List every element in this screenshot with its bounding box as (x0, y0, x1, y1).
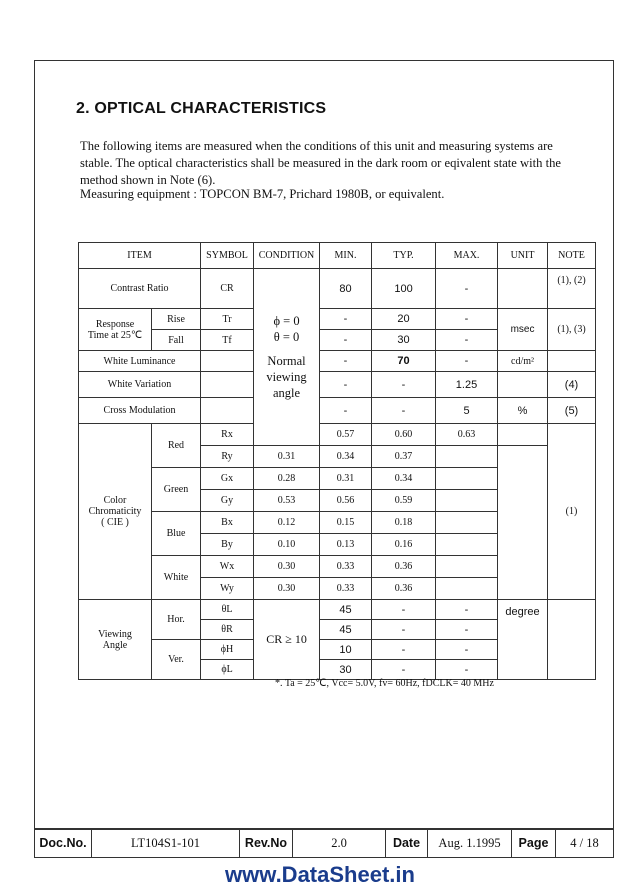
condition-line: θ = 0 (273, 330, 300, 344)
color-label-white: White (152, 556, 201, 600)
condition-line: angle (272, 386, 301, 400)
max-cell: - (436, 330, 498, 351)
unit-cell: cd/m² (498, 351, 548, 372)
sub-label: Rise (152, 309, 201, 330)
response-time-label (79, 309, 152, 351)
header-typ: TYP. (372, 243, 436, 269)
typ-cell: 0.34 (320, 446, 372, 468)
condition-line: ϕ = 0 (273, 314, 300, 328)
header-max: MAX. (436, 243, 498, 269)
note-cell: (5) (548, 398, 596, 424)
typ-cell: 0.13 (320, 534, 372, 556)
date-value: Aug. 1.1995 (428, 829, 512, 857)
min-cell: 45 (320, 620, 372, 640)
unit-cell (498, 424, 548, 446)
typ-cell: 0.33 (320, 578, 372, 600)
doc-no-label: Doc.No. (35, 829, 92, 857)
min-cell: - (320, 351, 372, 372)
max-cell: 0.63 (436, 424, 498, 446)
min-cell: - (320, 372, 372, 398)
unit-cell (498, 269, 548, 309)
typ-cell: 70 (372, 351, 436, 372)
typ-cell: 0.31 (320, 468, 372, 490)
typ-cell: 0.15 (320, 512, 372, 534)
optical-characteristics-table (78, 242, 596, 680)
typ-cell: - (372, 600, 436, 620)
direction-label-hor: Hor. (152, 600, 201, 640)
unit-cell: degree (498, 600, 548, 680)
max-cell: 0.16 (372, 534, 436, 556)
item-line: Viewing (98, 628, 132, 640)
max-cell: 0.36 (372, 556, 436, 578)
max-cell: 5 (436, 398, 498, 424)
color-label-red: Red (152, 424, 201, 468)
symbol-cell: Gy (201, 490, 254, 512)
typ-cell: - (372, 640, 436, 660)
item-line: Response (95, 318, 135, 330)
symbol-cell (201, 398, 254, 424)
typ-cell: - (372, 398, 436, 424)
row-response-rise (79, 309, 596, 330)
max-cell: - (436, 640, 498, 660)
document-footer (34, 828, 614, 858)
symbol-cell (201, 351, 254, 372)
symbol-cell: CR (201, 269, 254, 309)
typ-cell: 30 (372, 330, 436, 351)
min-cell: 0.30 (254, 556, 320, 578)
header-symbol: SYMBOL (201, 243, 254, 269)
intro-paragraph (80, 138, 600, 189)
max-cell: 0.18 (372, 512, 436, 534)
symbol-cell: Wx (201, 556, 254, 578)
symbol-cell: Gx (201, 468, 254, 490)
min-cell: 0.12 (254, 512, 320, 534)
max-cell: - (436, 660, 498, 680)
min-cell: - (320, 398, 372, 424)
row-red-x (79, 424, 596, 446)
min-cell: 0.57 (320, 424, 372, 446)
row-viewing-hor-l (79, 600, 596, 620)
row-white-variation (79, 372, 596, 398)
min-cell: 10 (320, 640, 372, 660)
min-cell: 0.28 (254, 468, 320, 490)
page-value: 4 / 18 (570, 835, 599, 850)
color-chromaticity-label (79, 424, 152, 600)
typ-cell: 0.33 (320, 556, 372, 578)
typ-cell: 0.60 (372, 424, 436, 446)
color-label-blue: Blue (152, 512, 201, 556)
header-unit: UNIT (498, 243, 548, 269)
header-condition: CONDITION (254, 243, 320, 269)
header-note: NOTE (548, 243, 596, 269)
typ-cell: 20 (372, 309, 436, 330)
item-label: Cross Modulation (79, 398, 201, 424)
max-cell: 0.59 (372, 490, 436, 512)
unit-cell (436, 556, 498, 578)
item-line: Color (103, 495, 127, 506)
direction-label-ver: Ver. (152, 640, 201, 680)
min-cell: 80 (320, 269, 372, 309)
row-green-x (79, 468, 596, 490)
watermark-link[interactable]: www.DataSheet.in (225, 862, 415, 887)
unit-cell (436, 468, 498, 490)
unit-cell: % (498, 398, 548, 424)
page-label: Page (512, 829, 556, 857)
symbol-cell: Tf (201, 330, 254, 351)
typ-cell: - (372, 660, 436, 680)
row-blue-x (79, 512, 596, 534)
max-cell: - (436, 600, 498, 620)
max-cell: 1.25 (436, 372, 498, 398)
item-label: Contrast Ratio (79, 269, 201, 309)
measurement-conditions-footnote: *. Ta = 25℃, Vcc= 5.0V, fv= 60Hz, fDCLK= 40 MHz (275, 678, 494, 689)
min-cell: - (320, 309, 372, 330)
section-title: 2. OPTICAL CHARACTERISTICS (76, 100, 327, 117)
max-cell: - (436, 269, 498, 309)
typ-cell: 0.56 (320, 490, 372, 512)
symbol-cell: By (201, 534, 254, 556)
symbol-cell: Wy (201, 578, 254, 600)
min-cell: - (320, 330, 372, 351)
max-cell: - (436, 620, 498, 640)
unit-cell: msec (498, 309, 548, 351)
header-min: MIN. (320, 243, 372, 269)
min-cell: 0.30 (254, 578, 320, 600)
max-cell: 0.34 (372, 468, 436, 490)
measuring-equipment: Measuring equipment : TOPCON BM-7, Prichard 1980B, or equivalent. (80, 187, 445, 201)
min-cell: 0.10 (254, 534, 320, 556)
note-cell (548, 351, 596, 372)
item-line: ( CIE ) (101, 517, 129, 528)
note-cell: (4) (548, 372, 596, 398)
symbol-cell: Rx (201, 424, 254, 446)
item-line: Angle (102, 639, 128, 651)
item-label: White Luminance (79, 351, 201, 372)
unit-cell (436, 512, 498, 534)
typ-cell: - (372, 372, 436, 398)
unit-cell (498, 372, 548, 398)
max-cell: 0.37 (372, 446, 436, 468)
symbol-cell: Tr (201, 309, 254, 330)
symbol-cell: Bx (201, 512, 254, 534)
unit-cell (436, 534, 498, 556)
symbol-cell: Ry (201, 446, 254, 468)
max-cell: - (436, 309, 498, 330)
symbol-cell: θL (201, 600, 254, 620)
header-row (79, 243, 596, 269)
intro-line: stable. The optical characteristics shall be measured in the dark room or eqivalent state with the (80, 156, 561, 170)
note-cell (548, 600, 596, 680)
typ-cell: - (372, 620, 436, 640)
condition-cr: CR ≥ 10 (254, 600, 320, 680)
header-item: ITEM (79, 243, 201, 269)
item-label: White Variation (79, 372, 201, 398)
row-cross-modulation (79, 398, 596, 424)
unit-cell (436, 490, 498, 512)
row-contrast (79, 269, 596, 309)
note-cell: (1), (2) (548, 269, 596, 309)
max-cell: 0.36 (372, 578, 436, 600)
viewing-angle-label (79, 600, 152, 680)
typ-cell: 100 (372, 269, 436, 309)
max-cell: - (436, 351, 498, 372)
unit-cell (436, 578, 498, 600)
min-cell: 30 (320, 660, 372, 680)
condition-line: viewing (266, 370, 307, 384)
note-cell: (1), (3) (548, 309, 596, 351)
symbol-cell: ϕH (201, 640, 254, 660)
date-label: Date (386, 829, 428, 857)
intro-line: The following items are measured when the conditions of this unit and measuring systems are (80, 139, 553, 153)
min-cell: 45 (320, 600, 372, 620)
note-cell: (1) (548, 424, 596, 600)
item-line: Time at 25℃ (87, 329, 143, 341)
symbol-cell: θR (201, 620, 254, 640)
sub-label: Fall (152, 330, 201, 351)
condition-line: Normal (267, 354, 306, 368)
row-white-luminance (79, 351, 596, 372)
min-cell: 0.53 (254, 490, 320, 512)
row-white-x (79, 556, 596, 578)
intro-line: method shown in Note (6). (80, 173, 216, 187)
symbol-cell: ϕL (201, 660, 254, 680)
unit-cell (436, 446, 498, 468)
symbol-cell (201, 372, 254, 398)
doc-no-value: LT104S1-101 (92, 829, 240, 857)
condition-normal (254, 269, 320, 446)
min-cell: 0.31 (254, 446, 320, 468)
color-label-green: Green (152, 468, 201, 512)
rev-no-value: 2.0 (293, 829, 386, 857)
item-line: Chromaticity (88, 506, 142, 517)
rev-no-label: Rev.No (240, 829, 293, 857)
